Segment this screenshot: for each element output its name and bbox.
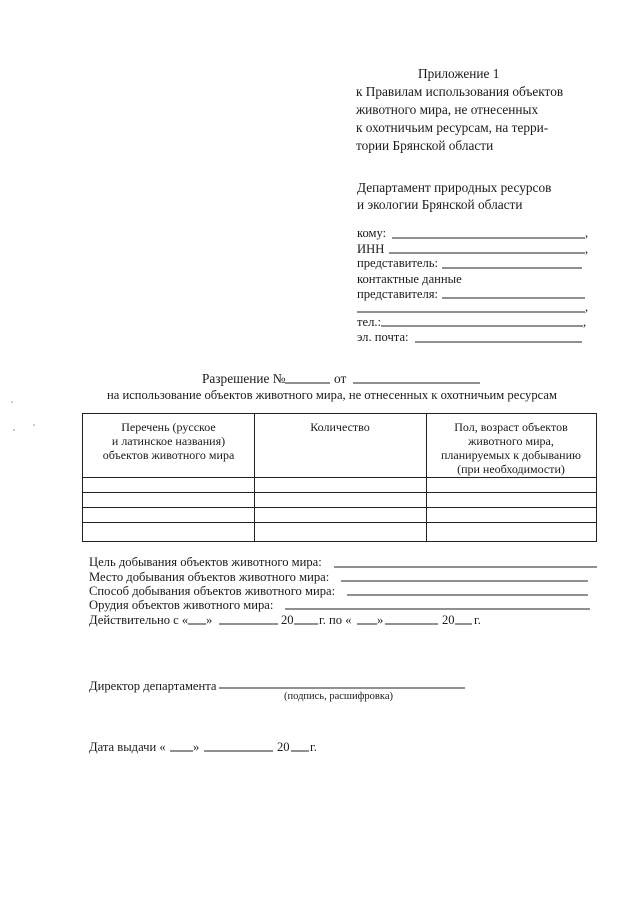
permit-subtitle: на использование объектов животного мира, не отнесенных к охотничьим ресурсам (107, 388, 557, 402)
scan-speck (13, 429, 15, 431)
table-header-text: и латинское названия) (111, 434, 226, 448)
table-row-divider (83, 507, 596, 508)
appendix-line-4: тории Брянской области (356, 138, 494, 153)
representative-label: представитель: (357, 256, 439, 270)
inn-comma: , (585, 242, 589, 256)
valid-from-label: Действительно с « (89, 613, 189, 627)
table-row-divider (83, 492, 596, 493)
table-header-text: Пол, возраст объектов (454, 420, 568, 434)
table-header-text: планируемых к добыванию (441, 448, 581, 462)
scan-speck (33, 424, 35, 426)
place-label: Место добывания объектов животного мира: (89, 570, 330, 584)
table-header-text: (при необходимости) (457, 462, 565, 476)
valid-quote-close-1: » (206, 613, 213, 627)
phone-comma: , (583, 315, 587, 329)
permit-from: от (334, 371, 347, 386)
valid-year-prefix-2: 20 (442, 613, 455, 627)
email-label: эл. почта: (357, 330, 409, 344)
appendix-line-1: к Правилам использования объектов (356, 84, 564, 99)
valid-to-label: г. по « (319, 613, 352, 627)
to-label: кому: (357, 226, 387, 240)
table-row-divider (83, 477, 596, 478)
phone-label: тел.: (357, 315, 382, 329)
scan-speck (11, 401, 13, 403)
table-header-text: объектов животного мира (102, 448, 235, 462)
issue-year-prefix: 20 (277, 740, 290, 754)
valid-year-suffix: г. (474, 613, 481, 627)
contacts-comma: , (585, 300, 589, 314)
appendix-title: Приложение 1 (418, 66, 500, 81)
valid-quote-close-2: » (377, 613, 384, 627)
department-line-1: Департамент природных ресурсов (357, 180, 552, 195)
objects-table (82, 413, 597, 542)
table-header-quantity (254, 420, 426, 434)
inn-label: ИНН (357, 242, 385, 256)
table-header-text: Перечень (русское (121, 420, 216, 434)
table-header-text: Количество (310, 420, 370, 434)
table-header-text: животного мира, (468, 434, 554, 448)
department-line-2: и экологии Брянской области (357, 197, 523, 212)
appendix-line-2: животного мира, не отнесенных (356, 102, 539, 117)
issue-quote-close: » (193, 740, 200, 754)
signature-caption: (подпись, расшифровка) (284, 691, 393, 702)
tools-label: Орудия объектов животного мира: (89, 598, 274, 612)
contacts-label-1: контактные данные (357, 272, 462, 286)
purpose-label: Цель добывания объектов животного мира: (89, 555, 322, 569)
issue-year-suffix: г. (310, 740, 317, 754)
valid-year-prefix-1: 20 (281, 613, 294, 627)
table-row-divider (83, 522, 596, 523)
to-comma: , (585, 226, 589, 240)
appendix-line-3: к охотничьим ресурсам, на терри- (356, 120, 549, 135)
table-header-sex-age (426, 420, 596, 476)
method-label: Способ добывания объектов животного мира: (89, 584, 336, 598)
table-header-species (83, 420, 254, 462)
director-label: Директор департамента (89, 679, 217, 693)
permit-title: Разрешение № (202, 371, 286, 386)
issue-date-label: Дата выдачи « (89, 740, 166, 754)
contacts-label-2: представителя: (357, 287, 439, 301)
